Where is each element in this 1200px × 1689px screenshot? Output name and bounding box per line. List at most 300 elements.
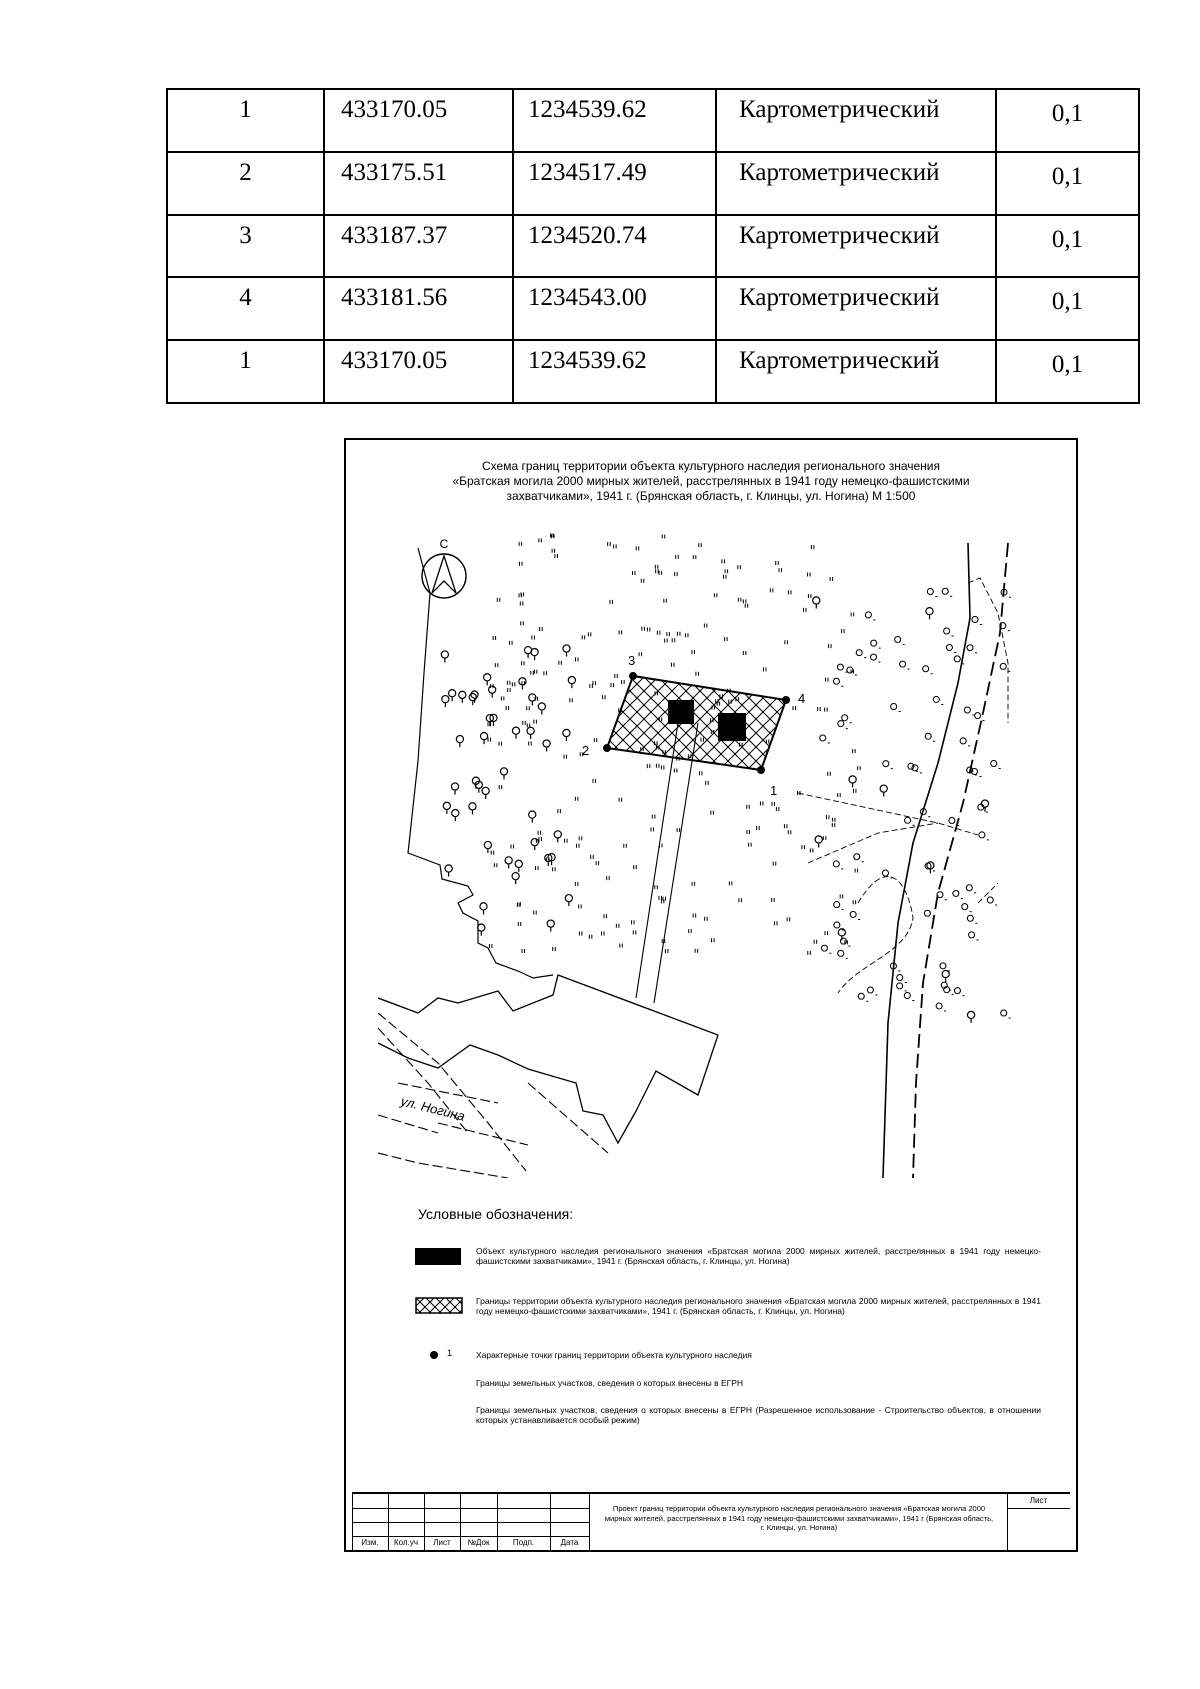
shrub-mark bbox=[991, 761, 1001, 769]
tree-mark bbox=[469, 694, 476, 706]
shrub-mark bbox=[820, 735, 830, 743]
grass-mark bbox=[725, 569, 728, 573]
grass-mark bbox=[522, 949, 525, 953]
shrub-mark bbox=[927, 588, 937, 596]
grass-mark bbox=[619, 630, 622, 634]
accuracy-cell: 0,1 bbox=[996, 152, 1139, 215]
grass-mark bbox=[611, 683, 614, 687]
grass-mark bbox=[575, 797, 578, 801]
grass-mark bbox=[565, 839, 568, 843]
shrub-mark bbox=[871, 640, 881, 648]
heritage-object bbox=[668, 700, 694, 724]
boundary-point-label: 2 bbox=[582, 743, 590, 758]
shrub-mark bbox=[865, 612, 875, 620]
tree-mark bbox=[565, 895, 572, 907]
grass-mark bbox=[738, 598, 741, 602]
grass-mark bbox=[607, 876, 610, 880]
grass-mark bbox=[614, 545, 617, 549]
grass-mark bbox=[743, 651, 746, 655]
shrub-mark bbox=[933, 696, 943, 704]
grass-mark bbox=[706, 781, 709, 785]
grass-mark bbox=[570, 698, 573, 702]
grass-mark bbox=[667, 632, 670, 636]
tree-mark bbox=[563, 729, 570, 741]
grass-mark bbox=[675, 572, 678, 576]
tree-mark bbox=[527, 727, 534, 739]
grass-mark bbox=[818, 707, 821, 711]
grass-mark bbox=[647, 764, 650, 768]
street-edge bbox=[883, 543, 970, 1178]
grass-mark bbox=[603, 695, 606, 699]
building-outline bbox=[378, 975, 718, 1143]
shrub-mark bbox=[854, 854, 864, 862]
stamp-title: Проект границ территории объекта культурного наследия регионального значения «Братская могила 2000 мирных жителей, расстрелянных в 1941 году немецко-фашистскими захватчиками», 1941 г (Брянская область, г. Клинцы, ул. Ногина) bbox=[604, 1504, 994, 1532]
shrub-mark bbox=[871, 654, 881, 662]
tree-mark bbox=[538, 703, 545, 715]
stamp-sheet-label: Лист bbox=[1029, 1496, 1048, 1505]
grass-mark bbox=[510, 641, 513, 645]
grass-mark bbox=[851, 612, 854, 616]
grass-mark bbox=[538, 831, 541, 835]
shrub-mark bbox=[900, 661, 910, 669]
tree-mark bbox=[512, 873, 519, 885]
grass-mark bbox=[729, 881, 732, 885]
shrub-mark bbox=[821, 945, 831, 953]
accuracy-cell: 0,1 bbox=[996, 89, 1139, 152]
grass-mark bbox=[814, 940, 817, 944]
tree-mark bbox=[484, 674, 491, 686]
x-coordinate-cell: 433187.37 bbox=[324, 215, 513, 278]
boundary-scheme-sheet bbox=[344, 438, 1078, 1552]
shrub-mark bbox=[954, 988, 964, 996]
grass-mark bbox=[743, 599, 746, 603]
grass-mark bbox=[788, 830, 791, 834]
grass-mark bbox=[534, 911, 537, 915]
grass-mark bbox=[826, 815, 829, 819]
grass-mark bbox=[692, 650, 695, 654]
shrub-mark bbox=[834, 902, 844, 910]
tree-mark bbox=[442, 696, 449, 708]
grass-mark bbox=[828, 772, 831, 776]
method-cell: Картометрический bbox=[716, 215, 996, 278]
grass-mark bbox=[511, 844, 514, 848]
grass-mark bbox=[853, 749, 856, 753]
tree-mark bbox=[529, 811, 536, 823]
grass-mark bbox=[659, 896, 662, 900]
grass-mark bbox=[519, 593, 522, 597]
shrub-mark bbox=[967, 915, 977, 923]
tree-mark bbox=[926, 608, 933, 620]
grass-mark bbox=[639, 652, 642, 656]
y-coordinate-cell: 1234520.74 bbox=[513, 215, 716, 278]
grass-mark bbox=[826, 678, 829, 682]
accuracy-cell: 0,1 bbox=[996, 277, 1139, 340]
grass-mark bbox=[642, 627, 645, 631]
shrub-mark bbox=[904, 992, 914, 1000]
tree-mark bbox=[568, 676, 575, 688]
stamp-column-label: №Док bbox=[467, 1538, 490, 1547]
grass-mark bbox=[656, 569, 659, 573]
grass-mark bbox=[540, 627, 543, 631]
shrub-mark bbox=[972, 617, 982, 625]
shrub-mark bbox=[897, 975, 907, 983]
grass-mark bbox=[793, 706, 796, 710]
grass-mark bbox=[760, 801, 763, 805]
grass-mark bbox=[738, 565, 741, 569]
tree-mark bbox=[478, 924, 485, 936]
grass-mark bbox=[620, 943, 623, 947]
grass-mark bbox=[508, 688, 511, 692]
grass-mark bbox=[593, 779, 596, 783]
tree-mark bbox=[480, 903, 487, 915]
shrub-mark bbox=[1001, 1010, 1011, 1018]
grass-mark bbox=[590, 684, 593, 688]
grass-mark bbox=[776, 807, 779, 811]
boundary-point-1 bbox=[757, 766, 765, 774]
grass-mark bbox=[622, 680, 625, 684]
grass-mark bbox=[596, 861, 599, 865]
shrub-mark bbox=[978, 804, 988, 812]
coordinates-row bbox=[167, 277, 1139, 340]
stamp-column-label: Дата bbox=[560, 1538, 579, 1547]
grass-mark bbox=[527, 706, 530, 710]
grass-mark bbox=[662, 535, 665, 539]
shrub-mark bbox=[833, 861, 843, 869]
grass-mark bbox=[656, 764, 659, 768]
method-cell: Картометрический bbox=[716, 277, 996, 340]
stamp-column-label: Подп. bbox=[512, 1538, 535, 1547]
shrub-mark bbox=[924, 910, 934, 918]
grass-mark bbox=[664, 599, 667, 603]
shrub-mark bbox=[895, 636, 905, 644]
tree-mark bbox=[531, 648, 538, 660]
boundary-point-label: 3 bbox=[628, 653, 636, 668]
grass-mark bbox=[676, 555, 679, 559]
grass-mark bbox=[830, 577, 833, 581]
grass-mark bbox=[521, 621, 524, 625]
grass-mark bbox=[576, 844, 579, 848]
grass-mark bbox=[579, 931, 582, 935]
grass-mark bbox=[610, 600, 613, 604]
shrub-mark bbox=[953, 890, 963, 898]
tree-mark bbox=[942, 970, 949, 982]
shrub-mark bbox=[833, 678, 843, 686]
grass-mark bbox=[674, 769, 677, 773]
grass-mark bbox=[655, 885, 658, 889]
grass-mark bbox=[757, 826, 760, 830]
grass-mark bbox=[491, 851, 494, 855]
grass-mark bbox=[802, 845, 805, 849]
grass-mark bbox=[811, 545, 814, 549]
tree-mark bbox=[529, 694, 536, 706]
grass-mark bbox=[559, 661, 562, 665]
grass-mark bbox=[633, 930, 636, 934]
footpath bbox=[636, 723, 698, 1003]
grass-mark bbox=[832, 823, 835, 827]
grass-mark bbox=[651, 827, 654, 831]
coordinates-row bbox=[167, 152, 1139, 215]
grass-mark bbox=[774, 921, 777, 925]
tree-mark bbox=[451, 783, 458, 795]
grass-mark bbox=[808, 594, 811, 598]
grass-mark bbox=[711, 811, 714, 815]
grass-mark bbox=[692, 882, 695, 886]
point-number-cell: 4 bbox=[167, 277, 324, 340]
grass-mark bbox=[714, 593, 717, 597]
grass-mark bbox=[501, 696, 504, 700]
grass-mark bbox=[825, 708, 828, 712]
y-coordinate-cell: 1234539.62 bbox=[513, 340, 716, 403]
tree-mark bbox=[445, 865, 452, 877]
shrub-mark bbox=[962, 904, 972, 912]
stamp-column-label: Кол.уч bbox=[394, 1538, 418, 1547]
grass-mark bbox=[522, 661, 525, 665]
method-cell: Картометрический bbox=[716, 89, 996, 152]
title-block bbox=[352, 1492, 1070, 1550]
grass-mark bbox=[615, 674, 618, 678]
grass-mark bbox=[838, 793, 841, 797]
legend-point-swatch bbox=[430, 1351, 438, 1359]
shrub-mark bbox=[847, 667, 857, 675]
shrub-mark bbox=[944, 628, 954, 636]
grass-mark bbox=[725, 637, 728, 641]
grass-mark bbox=[693, 555, 696, 559]
grass-mark bbox=[788, 590, 791, 594]
shrub-mark bbox=[969, 932, 979, 940]
tree-mark bbox=[505, 857, 512, 869]
shrub-mark bbox=[856, 650, 866, 658]
grass-mark bbox=[647, 627, 650, 631]
grass-mark bbox=[747, 830, 750, 834]
y-coordinate-cell: 1234517.49 bbox=[513, 152, 716, 215]
shrub-mark bbox=[838, 950, 848, 958]
grass-mark bbox=[842, 629, 845, 633]
grass-mark bbox=[699, 771, 702, 775]
grass-mark bbox=[855, 868, 858, 872]
grass-mark bbox=[655, 565, 658, 569]
grass-mark bbox=[773, 862, 776, 866]
legend-item-text: Границы территории объекта культурного наследия регионального значения «Братская могила 2000 мирных жителей, расстрелянных в 1941 году немецко-фашистскими захватчиками», 1941 г. (Брянская область, г. Клинцы, ул. Ногина) bbox=[476, 1296, 1041, 1316]
grass-mark bbox=[579, 836, 582, 840]
tree-mark bbox=[531, 839, 538, 851]
x-coordinate-cell: 433170.05 bbox=[324, 89, 513, 152]
tree-mark bbox=[512, 727, 519, 739]
shrub-mark bbox=[987, 897, 997, 905]
grass-mark bbox=[539, 538, 542, 542]
site-map bbox=[378, 523, 1044, 1178]
shrub-mark bbox=[937, 892, 947, 900]
grass-mark bbox=[523, 721, 526, 725]
tree-mark bbox=[484, 841, 491, 853]
grass-mark bbox=[534, 670, 537, 674]
grass-mark bbox=[489, 944, 492, 948]
grass-mark bbox=[506, 706, 509, 710]
grass-mark bbox=[858, 766, 861, 770]
tree-mark bbox=[880, 785, 887, 797]
shrub-mark bbox=[940, 963, 950, 971]
building-outline bbox=[408, 548, 553, 978]
tree-mark bbox=[813, 597, 820, 609]
north-label: С bbox=[439, 537, 449, 551]
grass-mark bbox=[671, 663, 674, 667]
y-coordinate-cell: 1234543.00 bbox=[513, 277, 716, 340]
point-number-cell: 1 bbox=[167, 89, 324, 152]
grass-mark bbox=[739, 898, 742, 902]
grass-mark bbox=[632, 920, 635, 924]
grass-mark bbox=[588, 632, 591, 636]
accuracy-cell: 0,1 bbox=[996, 340, 1139, 403]
boundary-point-3 bbox=[629, 672, 637, 680]
grass-mark bbox=[808, 951, 811, 955]
grass-mark bbox=[665, 949, 668, 953]
grass-mark bbox=[576, 657, 579, 661]
grass-mark bbox=[636, 546, 639, 550]
shrub-mark bbox=[925, 733, 935, 741]
tree-mark bbox=[480, 733, 487, 745]
stamp-column-label: Изм. bbox=[361, 1538, 379, 1547]
grass-mark bbox=[695, 949, 698, 953]
tree-mark bbox=[849, 776, 856, 788]
grass-mark bbox=[494, 863, 497, 867]
grass-mark bbox=[602, 932, 605, 936]
grass-mark bbox=[825, 931, 828, 935]
grass-mark bbox=[749, 843, 752, 847]
grass-mark bbox=[829, 644, 832, 648]
grass-mark bbox=[784, 824, 787, 828]
shrub-marks bbox=[820, 588, 1011, 1018]
tree-marks bbox=[441, 597, 988, 1023]
shrub-mark bbox=[905, 817, 915, 825]
grass-mark bbox=[558, 809, 561, 813]
grass-mark bbox=[657, 631, 660, 635]
tree-mark bbox=[456, 736, 463, 748]
grass-mark bbox=[619, 798, 622, 802]
grass-mark bbox=[532, 635, 535, 639]
grass-mark bbox=[582, 635, 585, 639]
grass-mark bbox=[747, 805, 750, 809]
grass-mark bbox=[512, 682, 515, 686]
grass-mark bbox=[779, 568, 782, 572]
x-coordinate-cell: 433175.51 bbox=[324, 152, 513, 215]
point-number-cell: 1 bbox=[167, 340, 324, 403]
shrub-mark bbox=[883, 761, 893, 769]
grass-mark bbox=[745, 604, 748, 608]
grass-mark bbox=[772, 898, 775, 902]
legend-point-label: 1 bbox=[447, 1348, 453, 1358]
grass-mark bbox=[661, 765, 664, 769]
grass-mark bbox=[553, 947, 556, 951]
heritage-object bbox=[718, 713, 746, 741]
grass-mark bbox=[544, 671, 547, 675]
legend-item-text: Характерные точки границ территории объекта культурного наследия bbox=[476, 1350, 752, 1360]
grass-mark bbox=[579, 904, 582, 908]
point-number-cell: 3 bbox=[167, 215, 324, 278]
grass-mark bbox=[499, 785, 502, 789]
tree-mark bbox=[452, 809, 459, 821]
tree-mark bbox=[815, 836, 822, 848]
tree-mark bbox=[515, 860, 522, 872]
grass-mark bbox=[536, 866, 539, 870]
grass-mark bbox=[699, 543, 702, 547]
shrub-mark bbox=[967, 645, 977, 653]
shrub-mark bbox=[837, 664, 847, 672]
grass-mark bbox=[519, 542, 522, 546]
grass-mark bbox=[499, 742, 502, 746]
grass-mark bbox=[853, 900, 856, 904]
grass-mark bbox=[696, 672, 699, 676]
grass-mark bbox=[624, 844, 627, 848]
tree-mark bbox=[554, 831, 561, 843]
shrub-mark bbox=[1000, 663, 1010, 671]
tree-mark bbox=[563, 645, 570, 657]
grass-mark bbox=[604, 914, 607, 918]
tree-mark bbox=[967, 1011, 974, 1023]
grass-mark bbox=[787, 917, 790, 921]
grass-mark bbox=[832, 818, 835, 822]
grass-mark bbox=[810, 848, 813, 852]
tree-mark bbox=[500, 768, 507, 780]
boundary-point-4 bbox=[782, 696, 790, 704]
grass-mark bbox=[685, 633, 688, 637]
grass-mark bbox=[712, 938, 715, 942]
grass-mark bbox=[495, 663, 498, 667]
shrub-mark bbox=[838, 721, 848, 729]
legend-item-text: Границы земельных участков, сведения о которых внесены в ЕГРН bbox=[476, 1378, 744, 1388]
grass-mark bbox=[704, 623, 707, 627]
grass-mark bbox=[594, 738, 597, 742]
grass-mark bbox=[589, 935, 592, 939]
grass-mark bbox=[534, 720, 537, 724]
tree-mark bbox=[459, 691, 466, 703]
grass-mark bbox=[553, 867, 556, 871]
grass-mark bbox=[518, 922, 521, 926]
grass-mark bbox=[488, 738, 491, 742]
legend-object-swatch bbox=[415, 1248, 461, 1265]
tree-mark bbox=[489, 686, 496, 698]
grass-mark bbox=[652, 815, 655, 819]
coordinates-row bbox=[167, 89, 1139, 152]
shrub-mark bbox=[923, 666, 933, 674]
tree-mark bbox=[469, 803, 476, 815]
tree-mark bbox=[441, 651, 448, 663]
tree-mark bbox=[443, 802, 450, 814]
grass-mark bbox=[823, 836, 826, 840]
grass-mark bbox=[634, 865, 637, 869]
shrub-mark bbox=[890, 963, 900, 971]
legend-territory-swatch bbox=[415, 1297, 463, 1314]
shrub-mark bbox=[966, 885, 976, 893]
x-coordinate-cell: 433181.56 bbox=[324, 277, 513, 340]
grass-mark bbox=[803, 608, 806, 612]
scheme-title-line: захватчиками», 1941 г. (Брянская область, г. Клинцы, ул. Ногина) М 1:500 bbox=[506, 489, 916, 503]
grass-mark bbox=[575, 882, 578, 886]
grass-mark bbox=[705, 917, 708, 921]
shrub-mark bbox=[942, 588, 952, 596]
grass-mark bbox=[593, 681, 596, 685]
shrub-mark bbox=[964, 707, 974, 715]
boundary-point-label: 4 bbox=[798, 691, 806, 706]
accuracy-cell: 0,1 bbox=[996, 215, 1139, 278]
tree-mark bbox=[543, 740, 550, 752]
grass-mark bbox=[693, 914, 696, 918]
grass-mark bbox=[564, 755, 567, 759]
grass-mark bbox=[531, 671, 534, 675]
grass-mark bbox=[665, 639, 668, 643]
grass-mark bbox=[763, 667, 766, 671]
tree-mark bbox=[449, 690, 456, 702]
boundary-point-label: 1 bbox=[770, 783, 778, 798]
grass-mark bbox=[770, 588, 773, 592]
